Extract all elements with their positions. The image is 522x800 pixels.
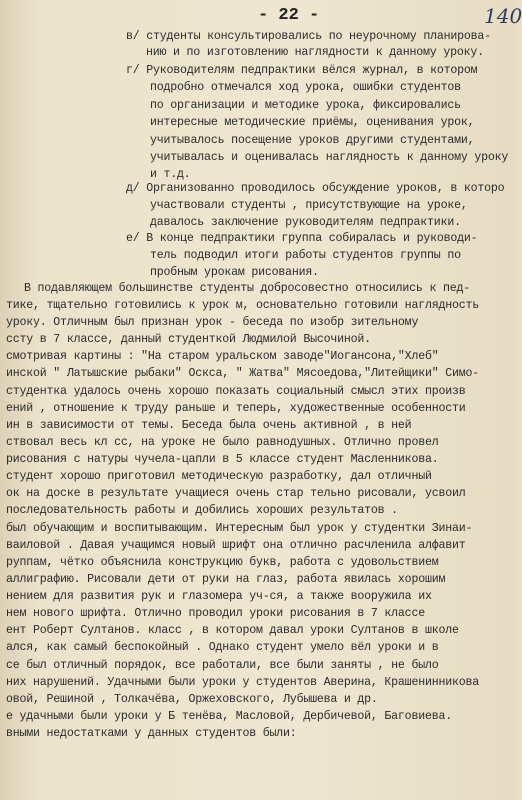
text-line: нию и по изготовлению наглядности к данному уроку.: [146, 46, 484, 59]
text-line: ок на доске в результате учащиеся очень стар тельно рисовали, усвоил: [6, 487, 466, 500]
text-line: се был отличный порядок, все работали, все были заняты , не было: [6, 659, 439, 672]
text-line: ствовал весь кл сс, на уроке не было равнодушных. Отлично провел: [6, 436, 439, 449]
text-line: давалось заключение руководителям педпрактики.: [150, 216, 461, 229]
text-line: рисования с натуры чучела-цапли в 5 классе студент Масленникова.: [6, 453, 439, 466]
text-line: ент Роберт Султанов. класс , в котором давал уроки Султанов в школе: [6, 624, 459, 637]
text-line: овой, Решиной , Толкачёва, Оржеховского, Лубышева и др.: [6, 693, 378, 706]
text-line: вными недостатками у данных студентов были:: [6, 727, 297, 740]
text-line: них нарушений. Удачными были уроки у студентов Аверина, Крашенинникова: [6, 676, 480, 689]
text-line: смотривая картины : "На старом уральском заводе"Иогансона,"Хлеб": [6, 350, 439, 363]
text-line: ин в зависимости от темы. Беседа была очень активной , в ней: [6, 419, 412, 432]
text-line: ений , отношение к труду раньше и теперь, художественные особенности: [6, 402, 466, 415]
text-line: д/ Организованно проводилось обсуждение уроков, в которо: [126, 182, 505, 195]
text-line: нением для развития рук и глазомера уч-ся, а также вооружила их: [6, 590, 432, 603]
text-line: г/ Руководителям педпрактики вёлся журнал, в котором: [126, 64, 478, 77]
text-line: студент хорошо приготовил методическую разработку, дал отличный: [6, 470, 432, 483]
text-line: учитывалось посещение уроков другими студентами,: [150, 134, 475, 147]
text-line: в/ студенты консультировались по неурочному планирова-: [126, 30, 491, 43]
text-line: е/ В конце педпрактики группа собиралась и руководи-: [126, 232, 478, 245]
text-line: учитывалась и оценивалась наглядность к данному уроку: [150, 151, 509, 164]
text-line: ваиловой . Давая учащимся новый шрифт она отлично расчленила алфавит: [6, 539, 466, 552]
text-line: е удачными были уроки у Б тенёва, Масловой, Дербичевой, Баговиева.: [6, 710, 452, 723]
text-line: интересные методические приёмы, оценивания урок,: [150, 116, 475, 129]
text-line: участвовали студенты , присутствующие на уроке,: [150, 199, 468, 212]
text-line: руппам, чётко объяснила конструкцию букв, работа с удовольствием: [6, 556, 439, 569]
text-line: тель подводил итоги работы студентов группы по: [150, 249, 461, 262]
text-line: нем нового шрифта. Отлично проводил уроки рисования в 7 классе: [6, 607, 425, 620]
text-line: студентка удалось очень хорошо показать социальный смысл этих произв: [6, 385, 466, 398]
text-line: тике, тщательно готовились к урок м, основательно готовили наглядность: [6, 299, 480, 312]
text-line: аллиграфию. Рисовали дети от руки на глаз, работа явилась хорошим: [6, 573, 446, 586]
text-line: инской " Латышские рыбаки" Оскса, " Жатва" Мясоедова,"Литейщики" Симо-: [6, 367, 480, 380]
text-line: и т.д.: [150, 168, 191, 181]
text-line: ссту в 7 классе, данный студенткой Людмилой Высочиной.: [6, 333, 371, 346]
page-number: - 22 -: [258, 6, 320, 25]
text-line: был обучающим и воспитывающим. Интересным был урок у студентки Зинаи-: [6, 522, 473, 535]
text-line: последовательность работы и добились хороших результатов .: [6, 504, 398, 517]
text-line: ался, как самый беспокойный . Однако студент умело вёл уроки и в: [6, 641, 439, 654]
archive-number: 140: [484, 4, 522, 28]
text-line: подробно отмечался ход урока, ошибки студентов: [150, 81, 461, 94]
text-line: уроку. Отличным был признан урок - беседа по изобр зительному: [6, 316, 419, 329]
text-line: В подавляющем большинстве студенты добросовестно относились к пед-: [24, 282, 470, 295]
text-line: пробным урокам рисования.: [150, 266, 319, 279]
text-line: по организации и методике урока, фиксировались: [150, 99, 461, 112]
